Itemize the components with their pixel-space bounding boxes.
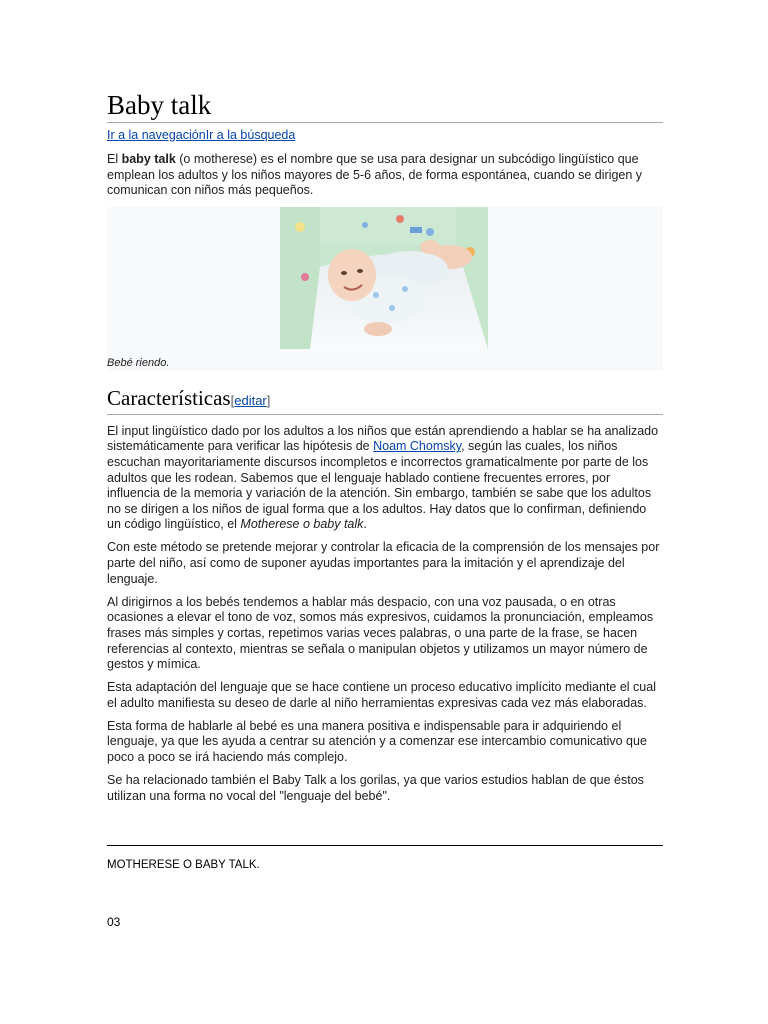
p1-text-mid: , según las cuales, los niños escuchan mayoritariamente discursos incompletos e incorrectos gramaticalmente por parte de los adultos que les rodean. Sabemos que el lenguaje hablado contiene frecuentes errores, por influencia de la memoria y variación de la atención. Sin embargo, también se sabe que los adultos no se dirigen a los niños de igual forma que a los adultos. Hay datos que lo confirman, definiendo un código lingüístico, el bbox=[107, 439, 652, 532]
baby-photo[interactable] bbox=[280, 207, 488, 349]
image-figure bbox=[107, 207, 663, 371]
p1-text-end: . bbox=[363, 517, 367, 532]
section-paragraph-1 bbox=[107, 424, 663, 533]
jump-to-navigation-link[interactable]: Ir a la navegación bbox=[107, 128, 206, 142]
intro-bold-term: baby talk bbox=[121, 152, 176, 166]
noam-chomsky-link[interactable]: Noam Chomsky bbox=[373, 439, 462, 454]
section-paragraph-4: Esta adaptación del lenguaje que se hace contiene un proceso educativo implícito mediante el cual el adulto manifiesta su deseo de darle al niño herramientas expresivas cada vez más elaboradas. bbox=[107, 680, 656, 710]
p1-text-pre: El input lingüístico dado por los adultos a los niños que están aprendiendo a hablar se ha analizado sistemáticamente para verificar las hipótesis de bbox=[107, 423, 659, 454]
jump-to-search-link[interactable]: Ir a la búsqueda bbox=[205, 128, 296, 142]
footer-divider bbox=[107, 845, 663, 846]
page-number: 03 bbox=[107, 915, 121, 929]
edit-bracket-open: [ bbox=[230, 392, 235, 408]
section-paragraph-5: Esta forma de hablarle al bebé es una manera positiva e indispensable para ir adquiriendo el lenguaje, ya que les ayuda a centrar su atención y a comenzar ese intercambio comunicativo que poco a poco se irá haciendo más complejo. bbox=[107, 718, 647, 765]
section-paragraph-2: Con este método se pretende mejorar y controlar la eficacia de la comprensión de los mensajes por parte del niño, así como de suponer ayudas importantes para la imitación y el aprendizaje del lenguaje. bbox=[107, 540, 660, 586]
article bbox=[107, 88, 663, 812]
image-caption: Bebé riendo. bbox=[107, 356, 170, 369]
jump-links bbox=[107, 127, 663, 143]
section-paragraph-6: Se ha relacionado también el Baby Talk a los gorilas, ya que varios estudios hablan de que éstos utilizan una forma no vocal del "lenguaje del bebé". bbox=[107, 773, 644, 803]
section-heading bbox=[107, 385, 663, 415]
intro-text-pre: El bbox=[107, 152, 122, 166]
intro-text-post: (o motherese) es el nombre que se usa para designar un subcódigo lingüístico que emplean los adultos y los niños mayores de 5-6 años, de forma espontánea, cuando se dirigen y comunican con niños más pequeños. bbox=[107, 152, 643, 198]
edit-bracket-close: ] bbox=[266, 392, 271, 408]
edit-link[interactable]: editar bbox=[234, 392, 267, 408]
section-heading-text: Características bbox=[107, 385, 231, 410]
footer-title: MOTHERESE O BABY TALK. bbox=[107, 859, 260, 871]
edit-section bbox=[231, 393, 271, 408]
p1-italic-term: Motherese o baby talk bbox=[240, 517, 364, 532]
section-paragraph-3: Al dirigirnos a los bebés tendemos a hablar más despacio, con una voz pausada, o en otras ocasiones a elevar el tono de voz, somos más expresivos, cuidamos la pronunciación, empleamos frases más simples y cortas, repetimos varias veces palabras, o una parte de la frase, se hacen referencias al contexto, mientras se señala o manipulan objetos y utilizamos un mayor número de gestos y mímica. bbox=[107, 594, 654, 672]
page-title: Baby talk bbox=[107, 88, 663, 123]
intro-paragraph bbox=[107, 152, 663, 199]
